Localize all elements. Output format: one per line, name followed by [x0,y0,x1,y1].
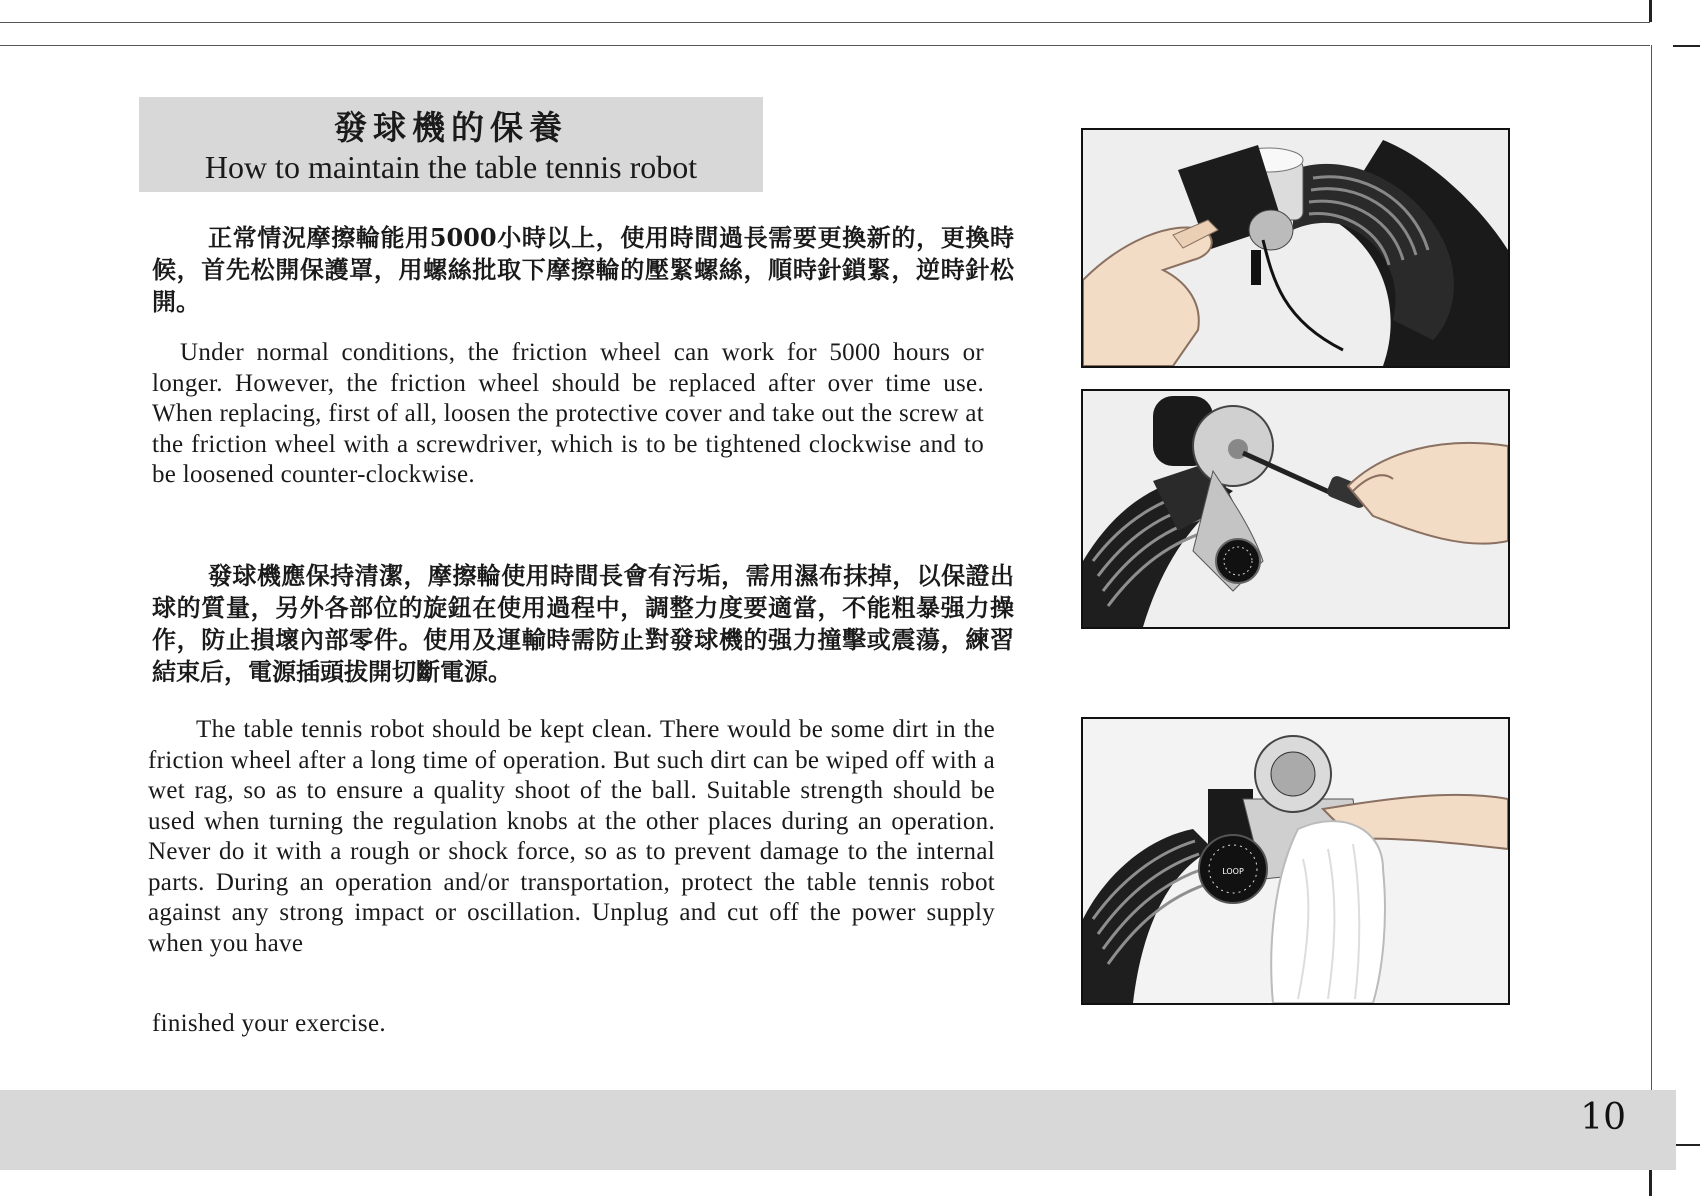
crop-mark-top-v [1649,0,1652,22]
photo-3-illustration [1083,719,1508,1003]
photo-1-illustration [1083,130,1508,366]
paragraph-2-chinese: 發球機應保持清潔，摩擦輪使用時間長會有污垢，需用濕布抹掉，以保證出球的質量，另外各部位的旋鈕在使用過程中，調整力度要適當，不能粗暴强力操作，防止損壞內部零件。使用及運輸時需防止對發球機的强力撞擊或震蕩，練習結束后，電源插頭拔開切斷電源。 [152,561,1014,686]
paragraph-1-english: Under normal conditions, the friction wheel can work for 5000 hours or longer. However, the friction wheel should be replaced after over time use. When replacing, first of all, loosen the protective cover and take out the screw at the friction wheel with a screwdriver, which is to be tightened clockwise and to be loosened counter-clockwise. [152,339,984,488]
paragraph-2-english: The table tennis robot should be kept clean. There would be some dirt in the friction wheel after a long time of operation. But such dirt can be wiped off with a wet rag, so as to ensure a quality shoot of the ball. Suitable strength should be used when turning the regulation knobs at the other places during an operation. Never do it with a rough or shock force, so as to prevent damage to the internal parts. During an operation and/or transportation, protect the table tennis robot against any strong impact or oscillation. Unplug and cut off the power supply when you have [148,716,995,957]
crop-mark-top-h [1673,45,1700,47]
paragraph-1-chinese: 正常情況摩擦輪能用5000小時以上，使用時間過長需要更換新的，更換時候，首先松開保護罩，用螺絲批取下摩擦輪的壓緊螺絲，順時針鎖緊，逆時針松開。 [152,223,1014,316]
title-box [139,97,763,192]
photo-friction-wheel-cover [1081,128,1510,368]
crop-mark-bottom-h [1673,1144,1700,1146]
right-frame-line [1651,45,1652,1095]
title-english: How to maintain the table tennis robot [204,149,698,185]
paragraph-2-english-last-line: finished your exercise. [152,1010,386,1037]
photo-2-illustration [1083,391,1508,627]
top-frame-line [0,22,1650,23]
crop-mark-bottom-v [1649,1170,1652,1196]
page-number: 10 [1580,1097,1626,1138]
photo-cleaning-with-rag [1081,717,1510,1005]
top-inner-line [0,45,1650,46]
photo-3-knob-label: LOOP [1222,867,1244,876]
title-chinese: 發球機的保養 [334,108,568,147]
footer-band [0,1090,1676,1170]
photo-screwdriver-friction-wheel [1081,389,1510,629]
